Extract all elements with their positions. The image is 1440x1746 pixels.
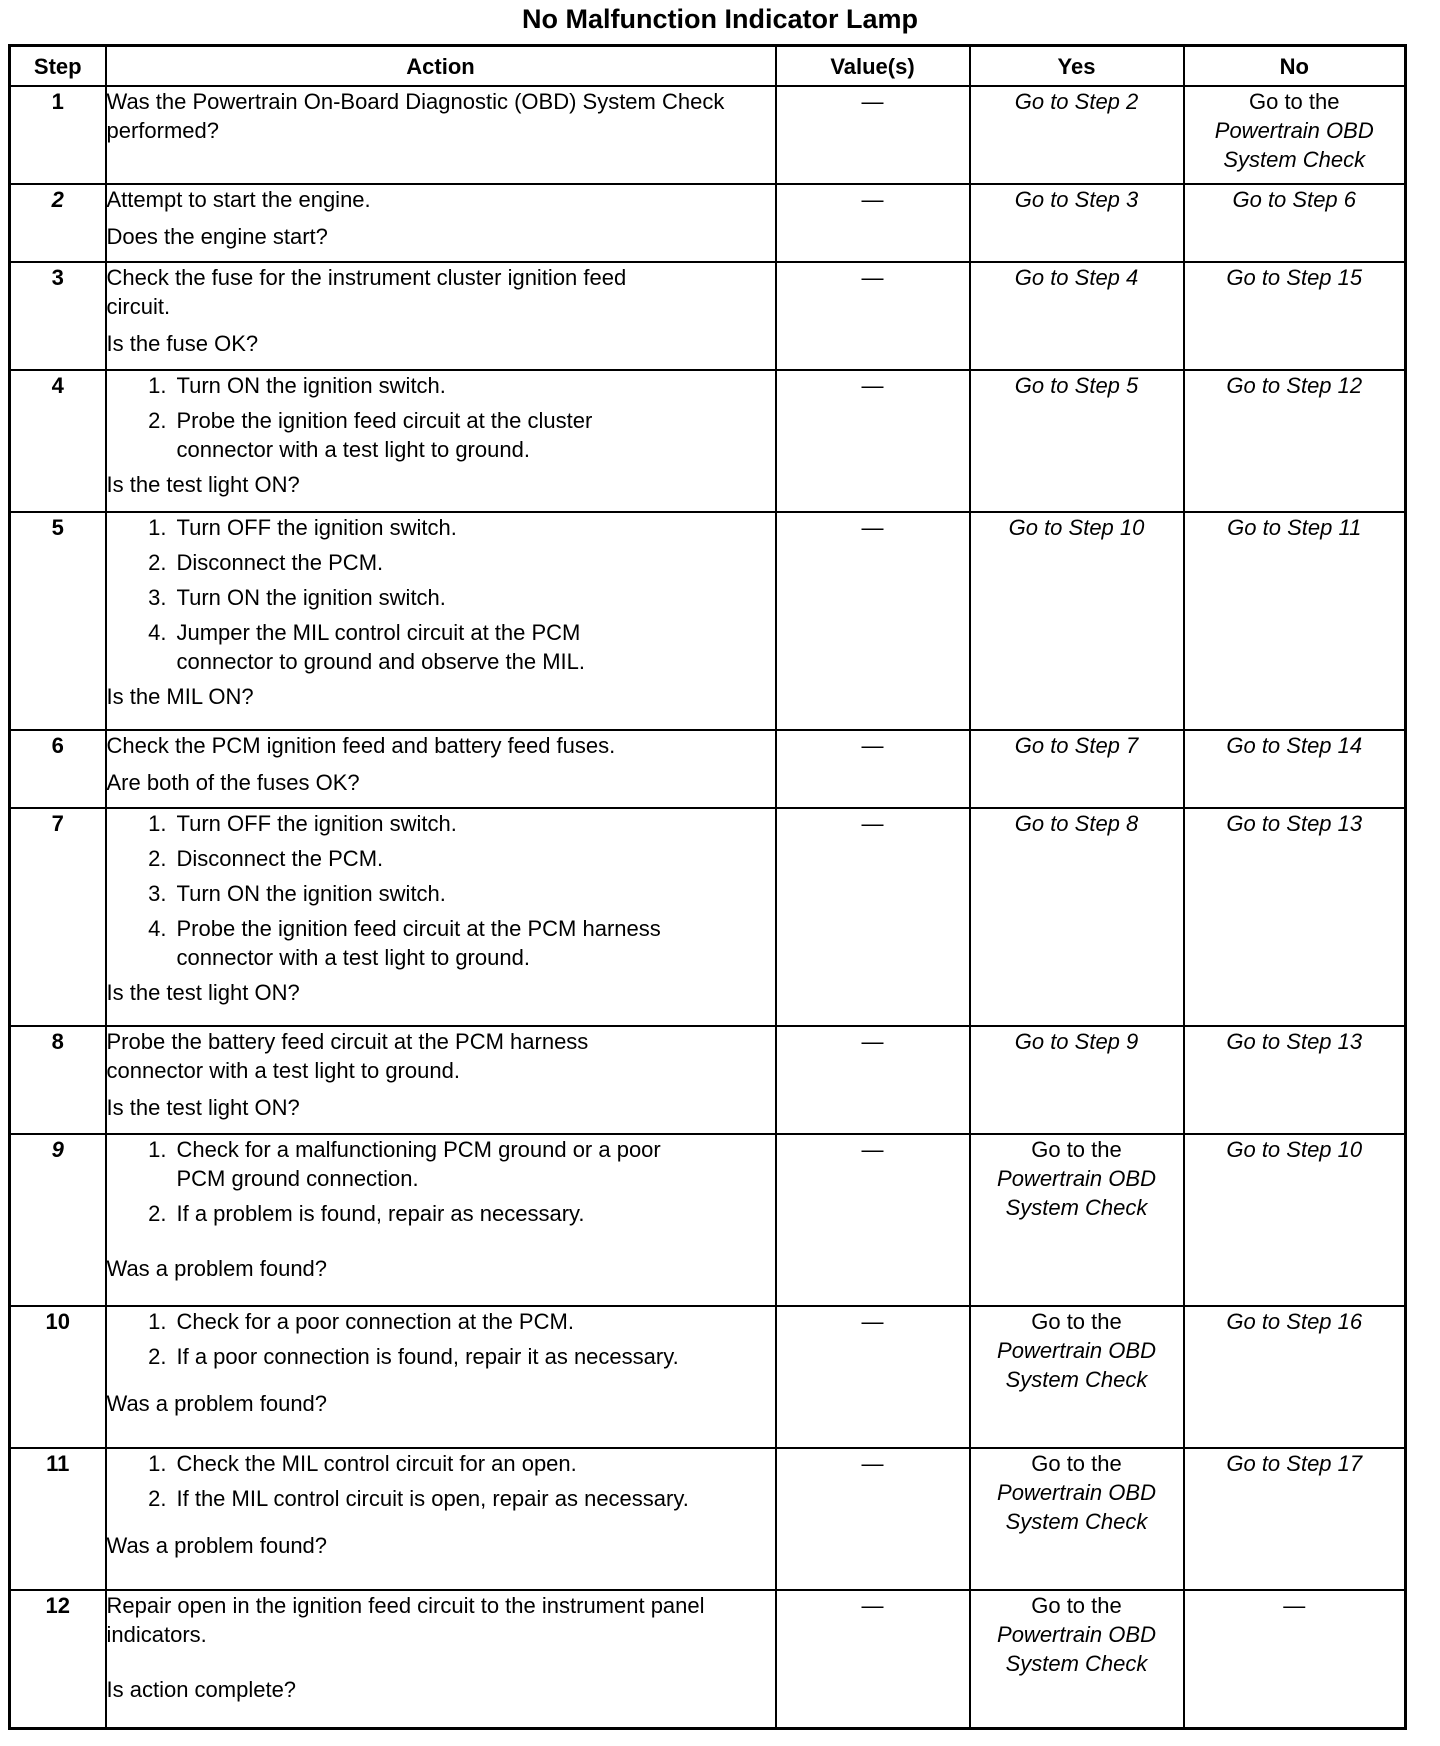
action-cell	[106, 1306, 776, 1448]
table-row	[10, 1134, 1406, 1306]
action-text: Probe the battery feed circuit at the PCM harness connector with a test light to ground.	[106, 1029, 589, 1083]
action-question: Was a problem found?	[106, 1533, 328, 1558]
yes-cell: Go to Step 3	[970, 184, 1184, 262]
action-step: 1. Turn OFF the ignition switch.	[148, 811, 457, 836]
step-number: 1	[10, 86, 106, 184]
step-number: 2	[10, 184, 106, 262]
action-text: Repair open in the ignition feed circuit to the instrument panel indicators.	[106, 1593, 705, 1647]
step-number: 4	[10, 370, 106, 512]
step-number: 11	[10, 1448, 106, 1590]
action-cell	[106, 808, 776, 1026]
yes-line: System Check	[1005, 1509, 1148, 1534]
action-step: 4. Probe the ignition feed circuit at the PCM harness connector with a test light to ground.	[148, 916, 661, 970]
action-steps	[107, 371, 775, 464]
yes-cell: Go to Step 5	[970, 370, 1184, 512]
action-steps	[107, 513, 775, 676]
action-question: Was a problem found?	[106, 1256, 328, 1281]
no-line: Go to the	[1248, 89, 1340, 114]
yes-line: System Check	[1005, 1651, 1148, 1676]
yes-cell: Go to Step 9	[970, 1026, 1184, 1134]
yes-line: Go to the	[1031, 1593, 1122, 1618]
no-cell: Go to Step 15	[1184, 262, 1406, 370]
no-cell	[1184, 86, 1406, 184]
action-step: 2. If a problem is found, repair as necessary.	[148, 1201, 585, 1226]
action-step: 1. Turn OFF the ignition switch.	[148, 515, 457, 540]
yes-cell: Go to Step 4	[970, 262, 1184, 370]
action-step: 3. Turn ON the ignition switch.	[148, 881, 446, 906]
value-cell: —	[776, 370, 970, 512]
no-cell: Go to Step 10	[1184, 1134, 1406, 1306]
action-step: 1. Check the MIL control circuit for an open.	[148, 1451, 577, 1476]
no-line: System Check	[1223, 147, 1366, 172]
action-cell	[106, 730, 776, 808]
action-text: Check the fuse for the instrument cluster ignition feed circuit.	[106, 265, 627, 319]
step-number: 9	[10, 1134, 106, 1306]
action-step: 2. If a poor connection is found, repair it as necessary.	[148, 1344, 679, 1369]
table-row	[10, 1306, 1406, 1448]
page-title: No Malfunction Indicator Lamp	[522, 4, 918, 34]
action-text: Check the PCM ignition feed and battery feed fuses.	[106, 733, 616, 758]
action-step: 1. Turn ON the ignition switch.	[148, 373, 446, 398]
action-cell	[106, 1134, 776, 1306]
step-number: 12	[10, 1590, 106, 1728]
action-question: Does the engine start?	[106, 224, 328, 249]
action-question: Is the test light ON?	[106, 472, 300, 497]
value-cell: —	[776, 730, 970, 808]
value-cell: —	[776, 1590, 970, 1728]
table-row	[10, 184, 1406, 262]
action-step: 1. Check for a poor connection at the PCM.	[148, 1309, 574, 1334]
action-step: 3. Turn ON the ignition switch.	[148, 585, 446, 610]
table-row	[10, 1448, 1406, 1590]
action-cell	[106, 512, 776, 730]
action-cell	[106, 184, 776, 262]
yes-cell: Go to Step 8	[970, 808, 1184, 1026]
header-values: Value(s)	[776, 46, 970, 87]
table-row	[10, 1590, 1406, 1728]
no-cell: Go to Step 16	[1184, 1306, 1406, 1448]
table-row	[10, 86, 1406, 184]
action-question: Was a problem found?	[106, 1391, 328, 1416]
table-row	[10, 262, 1406, 370]
action-steps	[107, 1449, 775, 1513]
action-steps	[107, 809, 775, 972]
table-row	[10, 370, 1406, 512]
table-header-row	[10, 46, 1406, 87]
value-cell: —	[776, 1134, 970, 1306]
action-question: Is action complete?	[106, 1677, 297, 1702]
no-cell: Go to Step 13	[1184, 808, 1406, 1026]
no-cell: Go to Step 17	[1184, 1448, 1406, 1590]
action-cell	[106, 86, 776, 184]
yes-cell	[970, 1590, 1184, 1728]
yes-cell: Go to Step 7	[970, 730, 1184, 808]
action-step: 2. If the MIL control circuit is open, repair as necessary.	[148, 1486, 689, 1511]
no-cell: Go to Step 6	[1184, 184, 1406, 262]
no-cell: Go to Step 12	[1184, 370, 1406, 512]
value-cell: —	[776, 1026, 970, 1134]
yes-line: Go to the	[1031, 1451, 1122, 1476]
yes-line: Powertrain OBD	[997, 1622, 1156, 1647]
yes-cell: Go to Step 10	[970, 512, 1184, 730]
value-cell: —	[776, 184, 970, 262]
diagnostic-table	[8, 44, 1407, 1730]
yes-cell	[970, 1134, 1184, 1306]
value-cell: —	[776, 808, 970, 1026]
action-question: Are both of the fuses OK?	[106, 770, 360, 795]
action-steps	[107, 1135, 775, 1228]
yes-line: Powertrain OBD	[997, 1166, 1156, 1191]
no-line: Powertrain OBD	[1214, 118, 1374, 143]
yes-line: System Check	[1005, 1195, 1148, 1220]
step-number: 7	[10, 808, 106, 1026]
action-question: Is the fuse OK?	[106, 331, 259, 356]
action-question: Is the test light ON?	[106, 980, 300, 1005]
table-row	[10, 1026, 1406, 1134]
action-step: 2. Disconnect the PCM.	[148, 846, 384, 871]
action-step: 2. Probe the ignition feed circuit at the cluster connector with a test light to ground.	[148, 408, 593, 462]
value-cell: —	[776, 1448, 970, 1590]
header-no: No	[1184, 46, 1406, 87]
no-cell: Go to Step 11	[1184, 512, 1406, 730]
table-row	[10, 730, 1406, 808]
header-action: Action	[106, 46, 776, 87]
action-question: Is the MIL ON?	[106, 684, 254, 709]
value-cell: —	[776, 86, 970, 184]
table-row	[10, 808, 1406, 1026]
yes-cell	[970, 1448, 1184, 1590]
no-cell: Go to Step 13	[1184, 1026, 1406, 1134]
action-steps	[107, 1307, 775, 1371]
action-cell	[106, 1026, 776, 1134]
header-step: Step	[10, 46, 106, 87]
header-yes: Yes	[970, 46, 1184, 87]
step-number: 6	[10, 730, 106, 808]
action-cell	[106, 1448, 776, 1590]
table-row	[10, 512, 1406, 730]
yes-cell: Go to Step 2	[970, 86, 1184, 184]
yes-cell	[970, 1306, 1184, 1448]
action-text: Was the Powertrain On-Board Diagnostic (OBD) System Check performed?	[106, 89, 725, 143]
step-number: 8	[10, 1026, 106, 1134]
yes-line: Go to the	[1031, 1137, 1122, 1162]
step-number: 10	[10, 1306, 106, 1448]
action-step: 1. Check for a malfunctioning PCM ground or a poor PCM ground connection.	[148, 1137, 661, 1191]
action-cell	[106, 1590, 776, 1728]
action-step: 2. Disconnect the PCM.	[148, 550, 384, 575]
yes-line: Go to the	[1031, 1309, 1122, 1334]
yes-line: System Check	[1005, 1367, 1148, 1392]
value-cell: —	[776, 262, 970, 370]
value-cell: —	[776, 1306, 970, 1448]
no-cell: Go to Step 14	[1184, 730, 1406, 808]
action-text: Attempt to start the engine.	[106, 187, 371, 212]
yes-line: Powertrain OBD	[997, 1480, 1156, 1505]
step-number: 5	[10, 512, 106, 730]
action-step: 4. Jumper the MIL control circuit at the PCM connector to ground and observe the MIL.	[148, 620, 585, 674]
no-cell: —	[1184, 1590, 1406, 1728]
yes-line: Powertrain OBD	[997, 1338, 1156, 1363]
action-question: Is the test light ON?	[106, 1095, 300, 1120]
action-cell	[106, 370, 776, 512]
step-number: 3	[10, 262, 106, 370]
value-cell: —	[776, 512, 970, 730]
action-cell	[106, 262, 776, 370]
